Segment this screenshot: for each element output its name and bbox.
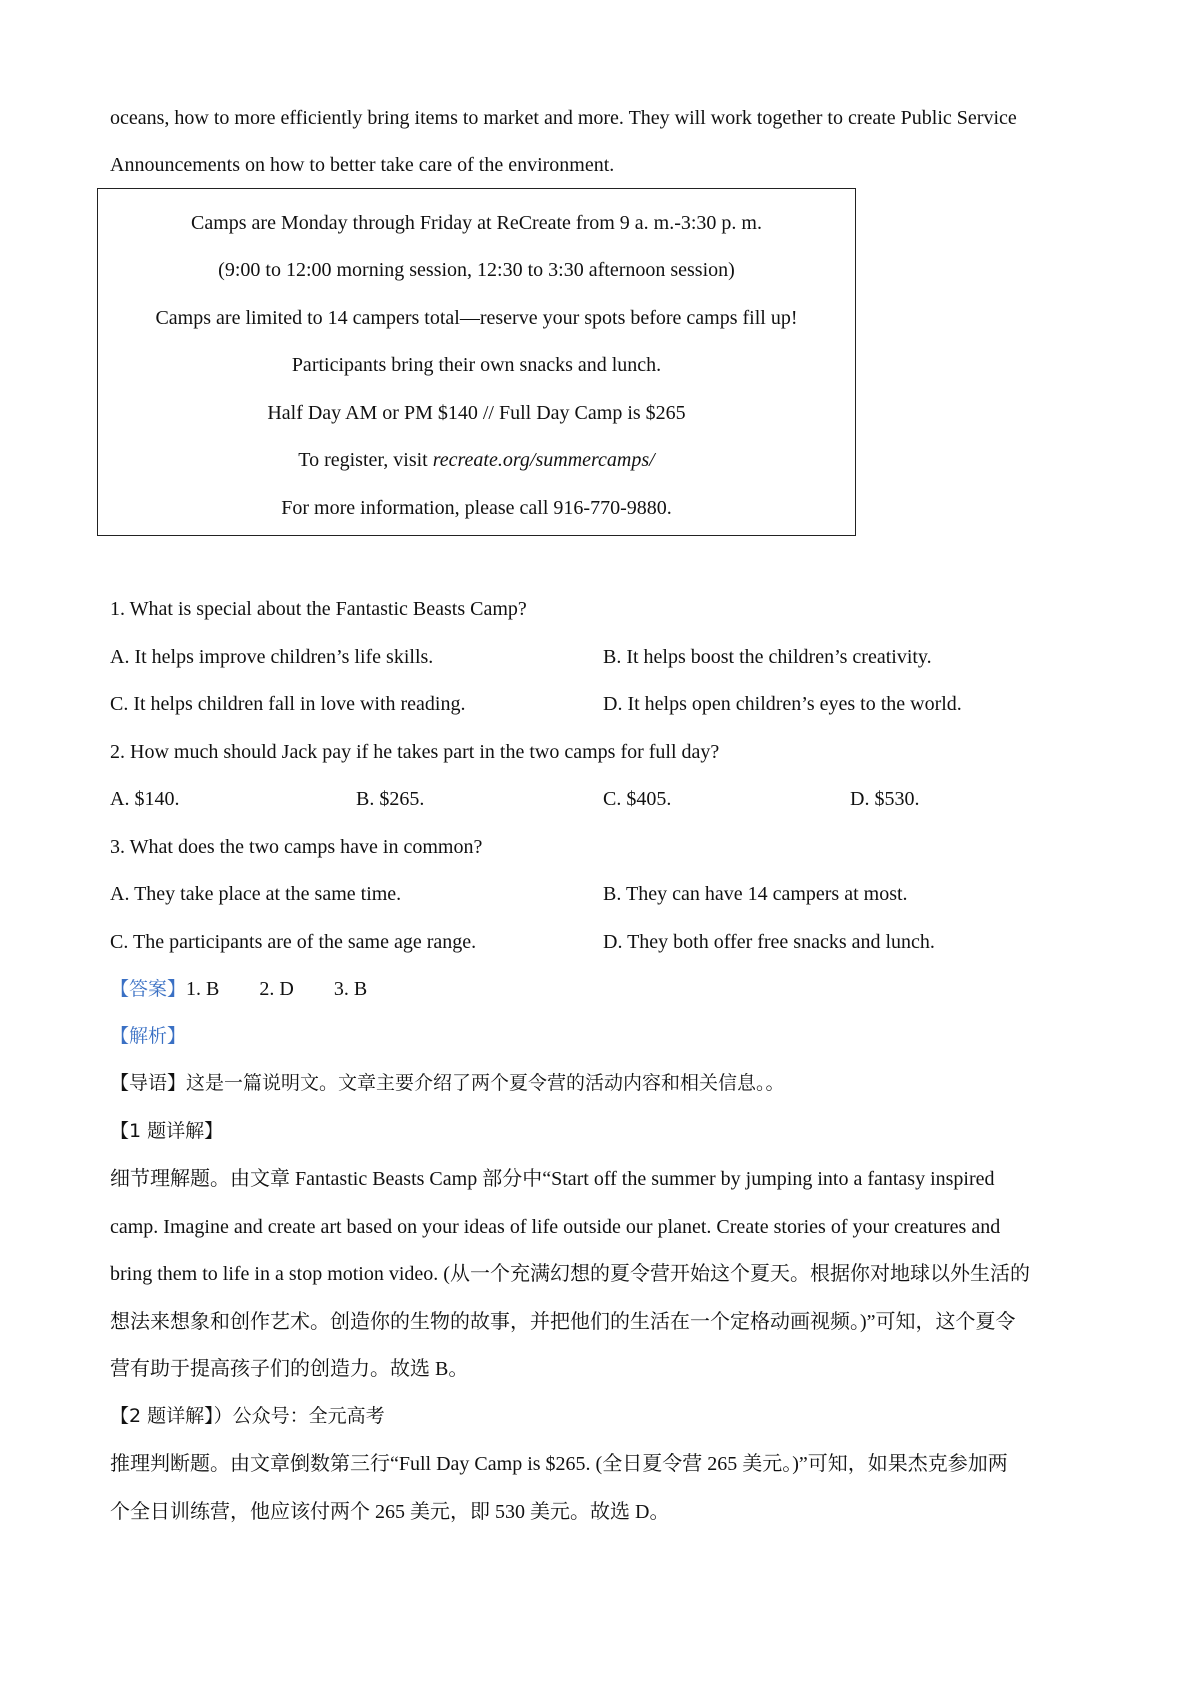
- guide-label: 【导语】: [110, 1072, 187, 1094]
- box-register-line: [98, 450, 855, 470]
- question-2-option-d: D. $530.: [850, 788, 920, 810]
- question-3-option-a: A. They take place at the same time.: [110, 883, 402, 905]
- q1-detail-label: 【1 题详解】: [110, 1120, 224, 1142]
- box-phone-line: For more information, please call 916-770-9880.: [281, 497, 672, 519]
- box-schedule-line: Camps are Monday through Friday at ReCreate from 9 a. m.-3:30 p. m.: [191, 212, 762, 234]
- question-3-option-c: C. The participants are of the same age range.: [110, 931, 477, 953]
- question-3-option-d: D. They both offer free snacks and lunch.: [603, 931, 935, 953]
- question-3-option-b: B. They can have 14 campers at most.: [603, 883, 908, 905]
- answer-label: 【答案】: [110, 978, 187, 1000]
- answer-line: [110, 979, 407, 999]
- box-sessions-line: (9:00 to 12:00 morning session, 12:30 to 3:30 afternoon session): [218, 259, 735, 281]
- box-limit-line: Camps are limited to 14 campers total—reserve your spots before camps fill up!: [155, 307, 798, 329]
- question-1-option-b: B. It helps boost the children’s creativity.: [603, 646, 932, 668]
- question-2-option-c: C. $405.: [603, 788, 672, 810]
- question-2-option-a: A. $140.: [110, 788, 180, 810]
- answer-1: 1. B: [186, 978, 220, 1000]
- q1-detail-line-3: bring them to life in a stop motion video. (从一个充满幻想的夏令营开始这个夏天。根据你对地球以外生活的: [110, 1263, 1030, 1285]
- q2-detail-label: 【2 题详解】）公众号：全元高考: [110, 1405, 385, 1427]
- box-snacks-line: Participants bring their own snacks and lunch.: [291, 354, 662, 376]
- q1-detail-line-4: 想法来想象和创作艺术。创造你的生物的故事，并把他们的生活在一个定格动画视频。)”可知，这个夏令: [110, 1311, 1016, 1333]
- answer-2: 2. D: [259, 978, 294, 1000]
- question-2-stem: 2. How much should Jack pay if he takes part in the two camps for full day?: [110, 741, 720, 763]
- q1-detail-line-2: camp. Imagine and create art based on your ideas of life outside our planet. Create stories of your creatures and: [110, 1216, 1001, 1238]
- guide-line: [110, 1074, 785, 1093]
- q2-detail-line-2: 个全日训练营，他应该付两个 265 美元，即 530 美元。故选 D。: [110, 1501, 670, 1523]
- question-1-stem: 1. What is special about the Fantastic Beasts Camp?: [110, 598, 527, 620]
- question-2-option-b: B. $265.: [356, 788, 425, 810]
- intro-line-2: Announcements on how to better take care of the environment.: [110, 154, 615, 176]
- q1-detail-line-1: 细节理解题。由文章 Fantastic Beasts Camp 部分中“Start off the summer by jumping into a fantasy inspired: [110, 1168, 995, 1190]
- analysis-label: 【解析】: [110, 1025, 187, 1047]
- camp-info-box: [97, 188, 856, 536]
- question-1-option-d: D. It helps open children’s eyes to the world.: [603, 693, 962, 715]
- question-1-option-c: C. It helps children fall in love with reading.: [110, 693, 466, 715]
- intro-line-1: oceans, how to more efficiently bring items to market and more. They will work together to create Public Service: [110, 107, 1017, 129]
- guide-text: 这是一篇说明文。文章主要介绍了两个夏令营的活动内容和相关信息。。: [186, 1072, 785, 1094]
- question-3-stem: 3. What does the two camps have in common?: [110, 836, 483, 858]
- q1-detail-line-5: 营有助于提高孩子们的创造力。故选 B。: [110, 1358, 469, 1380]
- register-prefix: To register, visit: [298, 449, 433, 471]
- q2-detail-line-1: 推理判断题。由文章倒数第三行“Full Day Camp is $265. (全日夏令营 265 美元。)”可知，如果杰克参加两: [110, 1453, 1008, 1475]
- answer-3: 3. B: [333, 978, 368, 1000]
- box-price-line: Half Day AM or PM $140 // Full Day Camp is $265: [267, 402, 686, 424]
- register-url: recreate.org/summercamps/: [432, 449, 655, 471]
- question-1-option-a: A. It helps improve children’s life skills.: [110, 646, 434, 668]
